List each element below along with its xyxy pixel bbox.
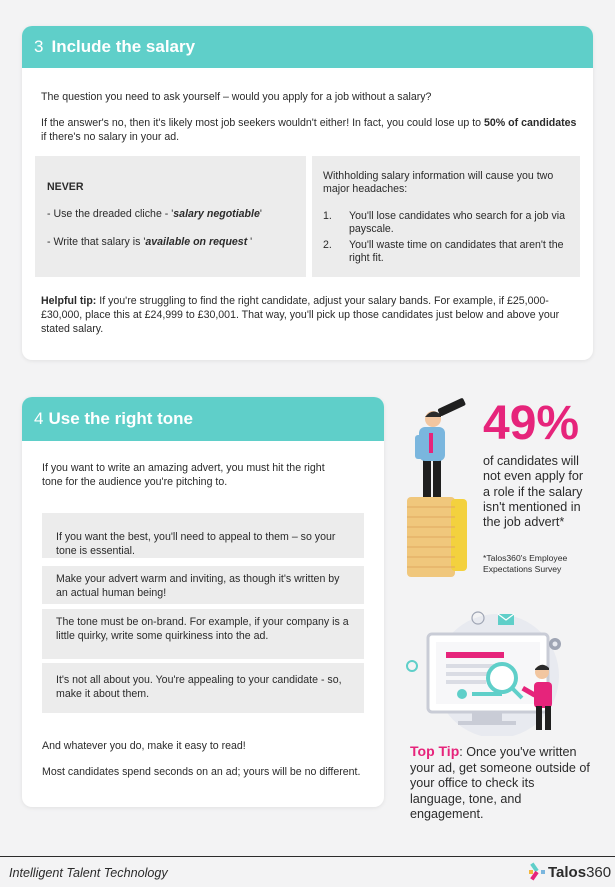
section-4-card [22, 397, 384, 807]
settings-icon [549, 638, 561, 650]
footer-tagline: Intelligent Talent Technology [9, 866, 168, 880]
brand-name: Talos [548, 863, 587, 881]
never-item-2: - Write that salary is 'available on request ' [47, 236, 253, 248]
section-4-number: 4 [34, 409, 44, 428]
telescope-icon [437, 398, 466, 417]
telescope-person-illustration [403, 397, 473, 582]
section-4-title: Use the right tone [48, 409, 193, 428]
stat-source: *Talos360's Employee Expectations Survey [483, 553, 568, 574]
stat-text: of candidates will not even apply for a role if the salary isn't mentioned in the job advert* [483, 454, 584, 530]
top-tip: Top Tip: Once you've written your ad, get someone outside of your office to check its language, tone, and engagement. [410, 743, 590, 821]
footer-divider [0, 856, 615, 857]
section-4-header [22, 397, 384, 441]
tone-intro: If you want to write an amazing advert, you must hit the right tone for the audience you're pitching to. [42, 462, 325, 488]
tone-item-1: If you want the best, you'll need to appeal to them – so your tone is essential. [42, 513, 364, 558]
fifty-percent-highlight: 50% of candidates [484, 117, 577, 129]
tone-outro-1: And whatever you do, make it easy to read! [42, 740, 246, 752]
tone-item-2: Make your advert warm and inviting, as though it's written by an actual human being! [42, 566, 364, 604]
never-title: NEVER [47, 181, 84, 193]
never-item-1: - Use the dreaded cliche - 'salary negotiable' [47, 208, 262, 220]
talos-logo-icon [528, 862, 546, 882]
tone-item-4: It's not all about you. You're appealing to your candidate - so, make it about them. [42, 663, 364, 713]
headaches-intro: Withholding salary information will cause you two major headaches: [323, 170, 554, 195]
headache-item: 2. You'll waste time on candidates that aren't the right fit. [323, 239, 564, 264]
helpful-tip: Helpful tip: If you're struggling to find the right candidate, adjust your salary bands. For example, if £25,000-£30,000, place this at £24,999 to £30,001. That way, you'll pick up those candidates just below and above your stated salary. [41, 295, 560, 335]
section-3-header [22, 26, 593, 68]
section-3-number: 3 [34, 37, 44, 56]
mail-icon [498, 614, 514, 625]
tone-item-3: The tone must be on-brand. For example, if your company is a little quirky, write some quirkiness into the ad. [42, 609, 364, 659]
never-box [35, 156, 306, 277]
tone-outro-2: Most candidates spend seconds on an ad; yours will be no different. [42, 766, 361, 778]
salary-question: The question you need to ask yourself – would you apply for a job without a salary? [41, 91, 432, 103]
section-3-card [22, 26, 593, 360]
salary-answer: If the answer's no, then it's likely most job seekers wouldn't either! In fact, you could lose up to 50% of candidates if there's no salary in your ad. [41, 117, 577, 143]
top-tip-label: Top Tip [410, 743, 460, 759]
headache-item: 1. You'll lose candidates who search for a job via payscale. [323, 210, 565, 235]
search-illustration [402, 606, 582, 736]
footer-brand [528, 862, 611, 882]
section-3-title: Include the salary [51, 37, 196, 56]
coin-stack-icon [407, 497, 467, 577]
brand-number: 360 [586, 863, 612, 881]
headaches-box [312, 156, 580, 277]
headaches-list [323, 210, 573, 265]
stat-value: 49% [483, 397, 580, 450]
